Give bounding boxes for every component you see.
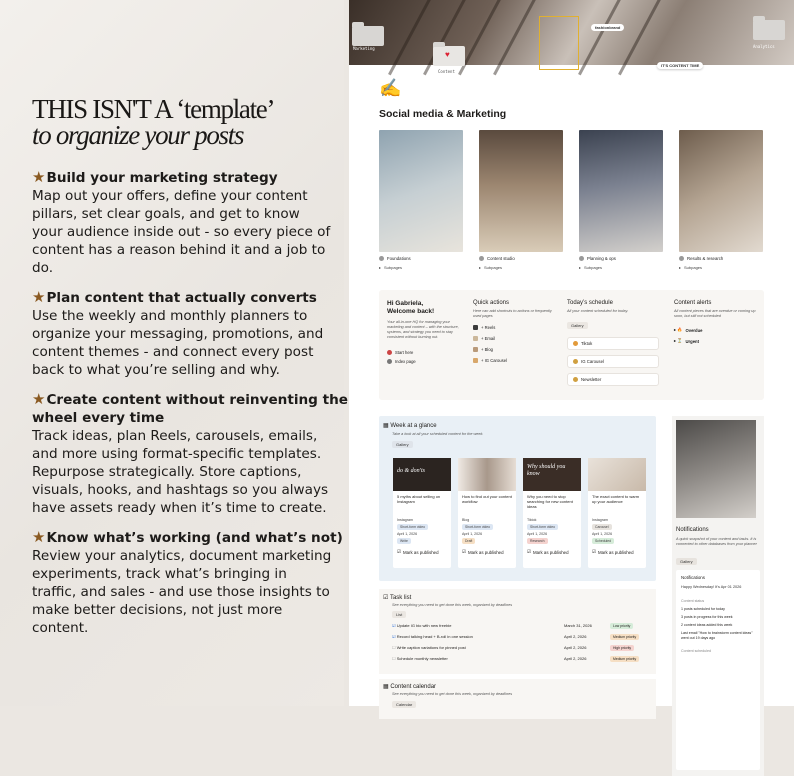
gallery-card-label: Foundations: [387, 256, 411, 261]
notion-screenshot: [349, 0, 794, 706]
schedule-view-chip[interactable]: Gallery: [567, 322, 588, 329]
week-card-date: April 1, 2026: [397, 532, 418, 536]
mark-published-button[interactable]: ☑ Mark as published: [397, 549, 439, 555]
headline-line2: to organize your posts: [32, 120, 244, 150]
calendar-title: ▦ Content calendar: [383, 684, 437, 690]
gallery-card-label: Results & research: [687, 256, 724, 261]
schedule-title: Today’s schedule: [567, 300, 613, 306]
subpages-icon: ▸: [379, 265, 382, 270]
feature-body: Review your analytics, document marketing experiments, track what’s bringing in traffic, and sales - and use those insights to make better decisions, not just more content.: [32, 548, 332, 636]
feature-create: [32, 390, 349, 517]
week-card-date: April 1, 2026: [592, 532, 613, 536]
dashboard-panel: [379, 290, 764, 400]
week-card-image: Why should you know: [523, 458, 581, 491]
folder-label-content: Content: [438, 69, 455, 74]
alert-overdue[interactable]: ▸ 🔥 Overdue: [674, 327, 703, 333]
week-card-status: Scheduled: [592, 538, 614, 544]
gallery-card[interactable]: [679, 130, 763, 270]
quill-icon: ✍: [379, 78, 402, 98]
page-title: Social media & Marketing: [379, 108, 507, 120]
feature-title-2: wheel every time: [32, 410, 165, 426]
gallery-card[interactable]: [579, 130, 663, 270]
subpages-icon: ▸: [479, 265, 482, 270]
folder-icon[interactable]: [753, 20, 785, 40]
week-card-status: Write: [397, 538, 411, 544]
folder-icon[interactable]: [352, 26, 384, 46]
notifications-card-title: Notifications: [681, 575, 705, 580]
week-card-format: Short-form video: [527, 524, 558, 530]
feature-strategy: [32, 168, 332, 277]
task-row[interactable]: ☐ Write caption variations for pinned post April 2, 2026 High priority: [392, 645, 652, 654]
task-row[interactable]: ☑ Update IG bio with new freebie March 31, 2026 Low priority: [392, 623, 652, 632]
week-card[interactable]: [393, 458, 451, 568]
task-row[interactable]: ☑ Record talking head + B-roll in one session April 2, 2026 Medium priority: [392, 634, 652, 643]
quick-actions-sub: Here can add shortcuts to actions or frequently used pages: [473, 309, 552, 318]
task-view-chip[interactable]: List: [392, 611, 406, 618]
notifications-title: Notifications: [676, 527, 709, 533]
tag-content-time: IT'S CONTENT TIME: [657, 62, 703, 69]
link-index-page[interactable]: Index page: [387, 359, 465, 364]
week-card-format: Carousel: [592, 524, 612, 530]
week-card-platform: Instagram: [397, 518, 413, 522]
week-card-image: [458, 458, 516, 491]
heart-icon: ♥: [445, 50, 450, 59]
content-scheduled-label: Content scheduled: [681, 649, 711, 653]
notifications-view-chip[interactable]: Gallery: [676, 558, 697, 565]
feature-converts: [32, 288, 332, 379]
selection-box: [539, 16, 579, 70]
feature-body: Use the weekly and monthly planners to organize your messaging, promotions, and content themes - and connect every post back to what you’re selling and why.: [32, 308, 324, 378]
feature-body: Track ideas, plan Reels, carousels, emails, and more using format-specific templates. Repurpose strategically. Store captions, visuals, hooks, and hashtags so you always have assets ready when it’s time to create.: [32, 428, 329, 516]
intro-text: Your all-in-one HQ for managing your marketing and content – with the structure, systems, and strategy you need to stay consistent without burning out.: [387, 320, 459, 339]
checkbox-icon: ☑: [397, 549, 401, 554]
feature-body: Map out your offers, define your content pillars, set clear goals, and get to know your audience inside out - so every piece of content has a reason behind it and a job to do.: [32, 188, 331, 276]
headline: [32, 96, 274, 148]
checkbox-icon: ☑: [527, 549, 531, 554]
star-icon: ★: [32, 528, 46, 546]
alerts-title: Content alerts: [674, 300, 712, 306]
notification-item: 3 posts in progress for this week: [681, 615, 733, 619]
week-card-image: do & don'ts: [393, 458, 451, 491]
week-card-title: Why you need to stop searching for new content ideas: [527, 494, 573, 509]
gallery-card-label: Planning & ops: [587, 256, 616, 261]
week-card-platform: Tiktok: [527, 518, 537, 522]
link-start-here[interactable]: Start here: [387, 350, 465, 355]
week-card-title: 5 myths about selling on Instagram: [397, 494, 441, 504]
headline-line1: THIS ISN'T A ‘template’: [32, 94, 275, 124]
quick-action-email[interactable]: + Email: [473, 336, 553, 341]
mark-published-button[interactable]: ☑ Mark as published: [592, 549, 634, 555]
week-card-status: Draft: [462, 538, 475, 544]
week-title: ▦ Week at a glance: [383, 423, 437, 429]
week-card[interactable]: [588, 458, 646, 568]
gallery-card-label: Content studio: [487, 256, 515, 261]
gallery-card[interactable]: [479, 130, 563, 270]
alert-urgent[interactable]: ▸ ⏳ Urgent: [674, 338, 699, 344]
week-card-date: April 1, 2026: [527, 532, 548, 536]
gallery-card-sub: Subpages: [484, 265, 503, 270]
notification-item: Last email "How to brainstorm content ideas" went out 19 days ago: [681, 631, 753, 640]
checkbox-icon: ☑: [592, 549, 596, 554]
calendar-sub: See everything you need to get done this week, organized by deadlines: [392, 692, 513, 696]
week-sub: Take a look at all your scheduled content for the week.: [392, 432, 484, 436]
task-list-sub: See everything you need to get done this week, organized by deadlines: [392, 603, 513, 607]
notifications-panel: [672, 416, 764, 776]
feature-title: Know what’s working (and what’s not): [46, 530, 343, 546]
gallery-view: [379, 130, 764, 270]
week-card-format: Short-form video: [397, 524, 428, 530]
checkbox-icon: ☑: [462, 549, 466, 554]
subpages-icon: ▸: [679, 265, 682, 270]
quick-action-reels[interactable]: + Reels: [473, 325, 553, 330]
week-card-status: Research: [527, 538, 548, 544]
feature-title: Build your marketing strategy: [46, 170, 278, 186]
mark-published-button[interactable]: ☑ Mark as published: [462, 549, 504, 555]
notification-item: 1 posts scheduled for today: [681, 607, 725, 611]
feature-title: Plan content that actually converts: [46, 290, 317, 306]
feature-title: Create content without reinventing the: [46, 392, 349, 408]
week-card-title: How to find out your content workflow: [462, 494, 512, 504]
week-card-platform: Instagram: [592, 518, 608, 522]
mark-published-button[interactable]: ☑ Mark as published: [527, 549, 569, 555]
greeting-name: Hi Gabriela,: [387, 300, 424, 307]
schedule-item[interactable]: Newsletter: [567, 373, 659, 386]
content-calendar: [379, 679, 656, 719]
star-icon: ★: [32, 288, 46, 306]
week-card-title: The exact content to warm up your audience: [592, 494, 640, 504]
left-panel: [0, 0, 349, 706]
star-icon: ★: [32, 390, 46, 408]
week-card-format: Short-form video: [462, 524, 493, 530]
task-row[interactable]: ☐ Schedule monthly newsletter April 2, 2026 Medium priority: [392, 656, 652, 665]
folder-label-analytics: Analytics: [753, 44, 775, 49]
quick-actions-title: Quick actions: [473, 300, 510, 306]
quick-action-blog[interactable]: + Blog: [473, 347, 553, 352]
week-card-platform: Blog: [462, 518, 470, 522]
week-card[interactable]: [458, 458, 516, 568]
week-card[interactable]: [523, 458, 581, 568]
subpages-icon: ▸: [579, 265, 582, 270]
schedule-item[interactable]: IG Carousel: [567, 355, 659, 368]
folder-icon[interactable]: [433, 46, 465, 66]
week-at-a-glance: [379, 416, 656, 581]
gallery-card-sub: Subpages: [584, 265, 603, 270]
task-list: [379, 589, 656, 674]
alerts-sub: All content pieces that are overdue or coming up soon, but still not scheduled: [674, 309, 756, 318]
schedule-item[interactable]: Tiktok: [567, 337, 659, 350]
star-icon: ★: [32, 168, 46, 186]
notifications-image: [676, 420, 756, 518]
folder-label-marketing: Marketing: [353, 46, 375, 51]
tag-fashionbrand: fashionbrand: [591, 24, 624, 31]
notifications-date: Happy Wednesday! It's Apr 01 2026: [681, 585, 742, 589]
schedule-sub: All your content scheduled for today.: [567, 309, 629, 313]
quick-action-carousel[interactable]: + IG Carousel: [473, 358, 553, 363]
gallery-card-sub: Subpages: [684, 265, 703, 270]
notification-item: 2 content ideas added this week: [681, 623, 733, 627]
week-view-chip[interactable]: Gallery: [392, 441, 413, 448]
gallery-card-sub: Subpages: [384, 265, 403, 270]
content-status-label: Content status: [681, 599, 705, 603]
task-list-title: ☑ Task list: [383, 595, 412, 601]
gallery-card[interactable]: [379, 130, 463, 270]
notifications-sub: A quick snapshot of your content and tasks. It is connected to other databases from your planner: [676, 537, 757, 546]
greeting-welcome: Welcome back!: [387, 308, 435, 315]
week-card-date: April 1, 2026: [462, 532, 483, 536]
feature-analytics: [32, 528, 343, 637]
calendar-view-chip[interactable]: Calendar: [392, 701, 416, 708]
week-card-image: [588, 458, 646, 491]
